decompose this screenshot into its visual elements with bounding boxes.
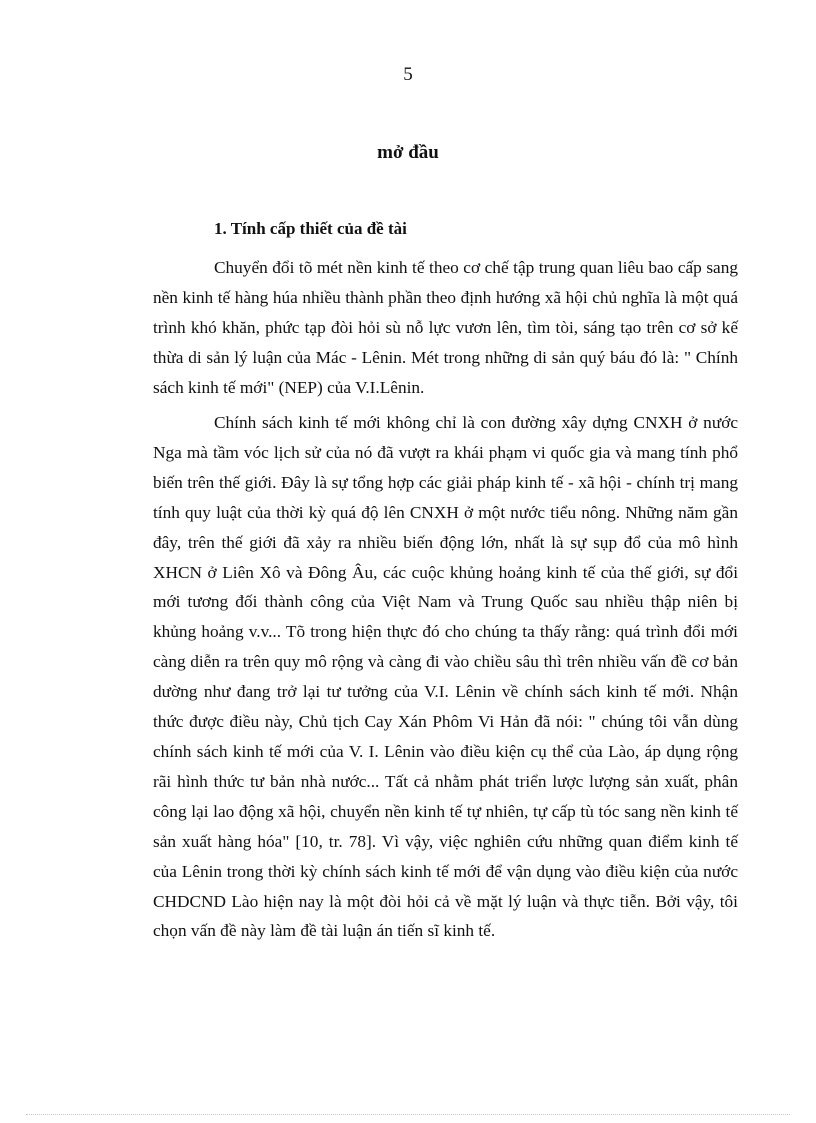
section-heading: 1. Tính cấp thiết của đề tài — [214, 219, 407, 238]
page-bottom-divider — [26, 1114, 790, 1115]
body-paragraph-2: Chính sách kinh tế mới không chỉ là con đường xây dựng CNXH ở nước Nga mà tầm vóc lịch sử của nó đã vượt ra khái phạm vi quốc gia và mang tính phổ biến trên thế giới. Đây là sự tổng hợp các giải pháp kinh tế - xã hội - chính trị mang tính quy luật của thời kỳ quá độ lên CNXH ở một nước tiểu nông. Những năm gần đây, trên thế giới đã xảy ra nhiều biến động lớn, nhất là sự sụp đổ của mô hình XHCN ở Liên Xô và Đông Âu, các cuộc khủng hoảng kinh tế của thế giới, sự đổi mới tương đối thành công của Việt Nam và Trung Quốc sau nhiều thập niên bị khủng hoảng v.v... Tõ trong hiện thực đó cho chúng ta thấy rằng: quá trình đổi mới càng diễn ra trên quy mô rộng và càng đi vào chiều sâu thì trên nhiều vấn đề cơ bản dường như đang trở lại tư tưởng của V.I. Lênin về chính sách kinh tế mới. Nhận thức được điều này, Chủ tịch Cay Xán Phôm Vi Hản đã nói: " chúng tôi vẫn dùng chính sách kinh tế mới của V. I. Lênin vào điều kiện cụ thể của Lào, áp dụng rộng rãi hình thức tư bản nhà nước... Tất cả nhằm phát triển lược lượng sản xuất, phân công lại lao động xã hội, chuyển nền kinh tế tự nhiên, tự cấp tù tóc sang nền kinh tế sản xuất hàng hóa" [10, tr. 78]. Vì vậy, việc nghiên cứu những quan điểm kinh tế của Lênin trong thời kỳ chính sách kinh tế mới để vận dụng vào điều kiện của nước CHDCND Lào hiện nay là một đòi hỏi cả về mặt lý luận và thực tiễn. Bởi vậy, tôi chọn vấn đề này làm đề tài luận án tiến sĩ kinh tế. — [153, 413, 738, 941]
document-title: mở đầu — [377, 142, 439, 163]
body-paragraph-1: Chuyển đổi tõ mét nền kinh tế theo cơ chế tập trung quan liêu bao cấp sang nền kinh tế hàng húa nhiều thành phần theo định hướng xã hội chủ nghĩa là một quá trình khó khăn, phức tạp đòi hỏi sù nỗ lực vươn lên, tìm tòi, sáng tạo trên cơ sở kế thừa di sản lý luận của Mác - Lênin. Mét trong những di sản quý báu đó là: " Chính sách kinh tế mới" (NEP) của V.I.Lênin. — [153, 258, 738, 397]
page-number: 5 — [403, 64, 413, 85]
